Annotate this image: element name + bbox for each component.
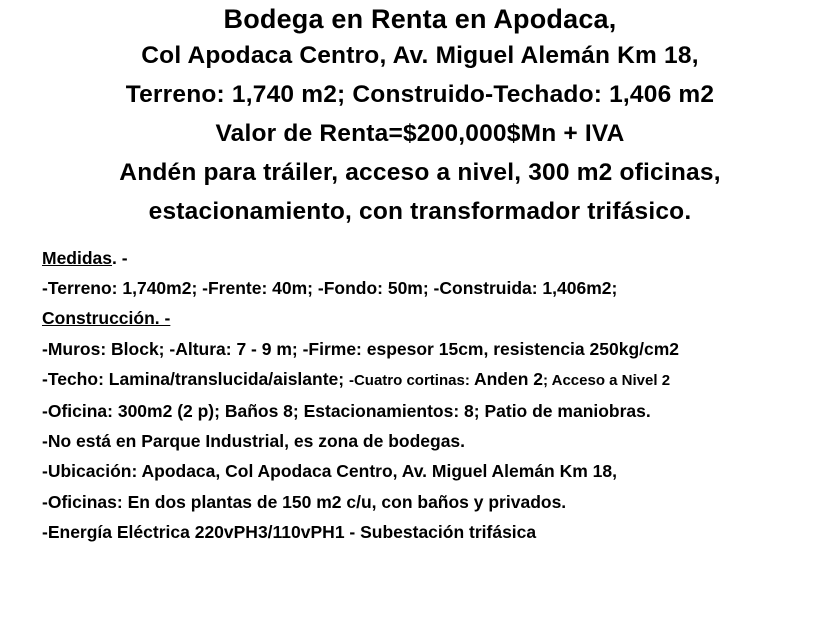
oficinas-line: -Oficinas: En dos plantas de 150 m2 c/u, con baños y privados. xyxy=(42,491,567,512)
ubicacion-line: -Ubicación: Apodaca, Col Apodaca Centro, Av. Miguel Alemán Km 18, xyxy=(42,461,617,482)
terreno-line: -Terreno: 1,740m2; -Frente: 40m; -Fondo: 50m; -Construida: 1,406m2; xyxy=(42,278,618,299)
listing-address: Col Apodaca Centro, Av. Miguel Alemán Km 18, xyxy=(141,42,699,69)
listing-header xyxy=(0,0,840,231)
acceso-text: ; Acceso a Nivel 2 xyxy=(543,371,671,389)
listing-features-1: Andén para tráiler, acceso a nivel, 300 m2 oficinas, xyxy=(119,159,721,186)
listing-title: Bodega en Renta en Apodaca, xyxy=(223,4,617,34)
muros-line: -Muros: Block; -Altura: 7 - 9 m; -Firme: espesor 15cm, resistencia 250kg/cm2 xyxy=(42,338,680,359)
medidas-heading-suffix: . - xyxy=(112,248,128,268)
listing-rent-price: Valor de Renta=$200,000$Mn + IVA xyxy=(215,120,625,147)
techo-line xyxy=(42,364,840,396)
techo-text: -Techo: Lamina/translucida/aislante; xyxy=(42,368,349,389)
oficina-line: -Oficina: 300m2 (2 p); Baños 8; Estacionamientos: 8; Patio de maniobras. xyxy=(42,401,651,422)
construccion-heading-row xyxy=(42,303,840,333)
energia-line: -Energía Eléctrica 220vPH3/110vPH1 - Subestación trifásica xyxy=(42,521,537,542)
listing-areas: Terreno: 1,740 m2; Construido-Techado: 1,406 m2 xyxy=(125,81,715,108)
cortinas-text: -Cuatro cortinas: xyxy=(348,371,474,389)
listing-details xyxy=(0,231,840,547)
parque-line: -No está en Parque Industrial, es zona de bodegas. xyxy=(42,431,466,452)
medidas-heading: Medidas xyxy=(42,248,113,268)
listing-features-2: estacionamiento, con transformador trifásico. xyxy=(148,198,692,225)
anden-text: Anden 2 xyxy=(473,368,544,389)
construccion-heading: Construcción. - xyxy=(42,308,171,329)
medidas-heading-row xyxy=(42,243,840,273)
